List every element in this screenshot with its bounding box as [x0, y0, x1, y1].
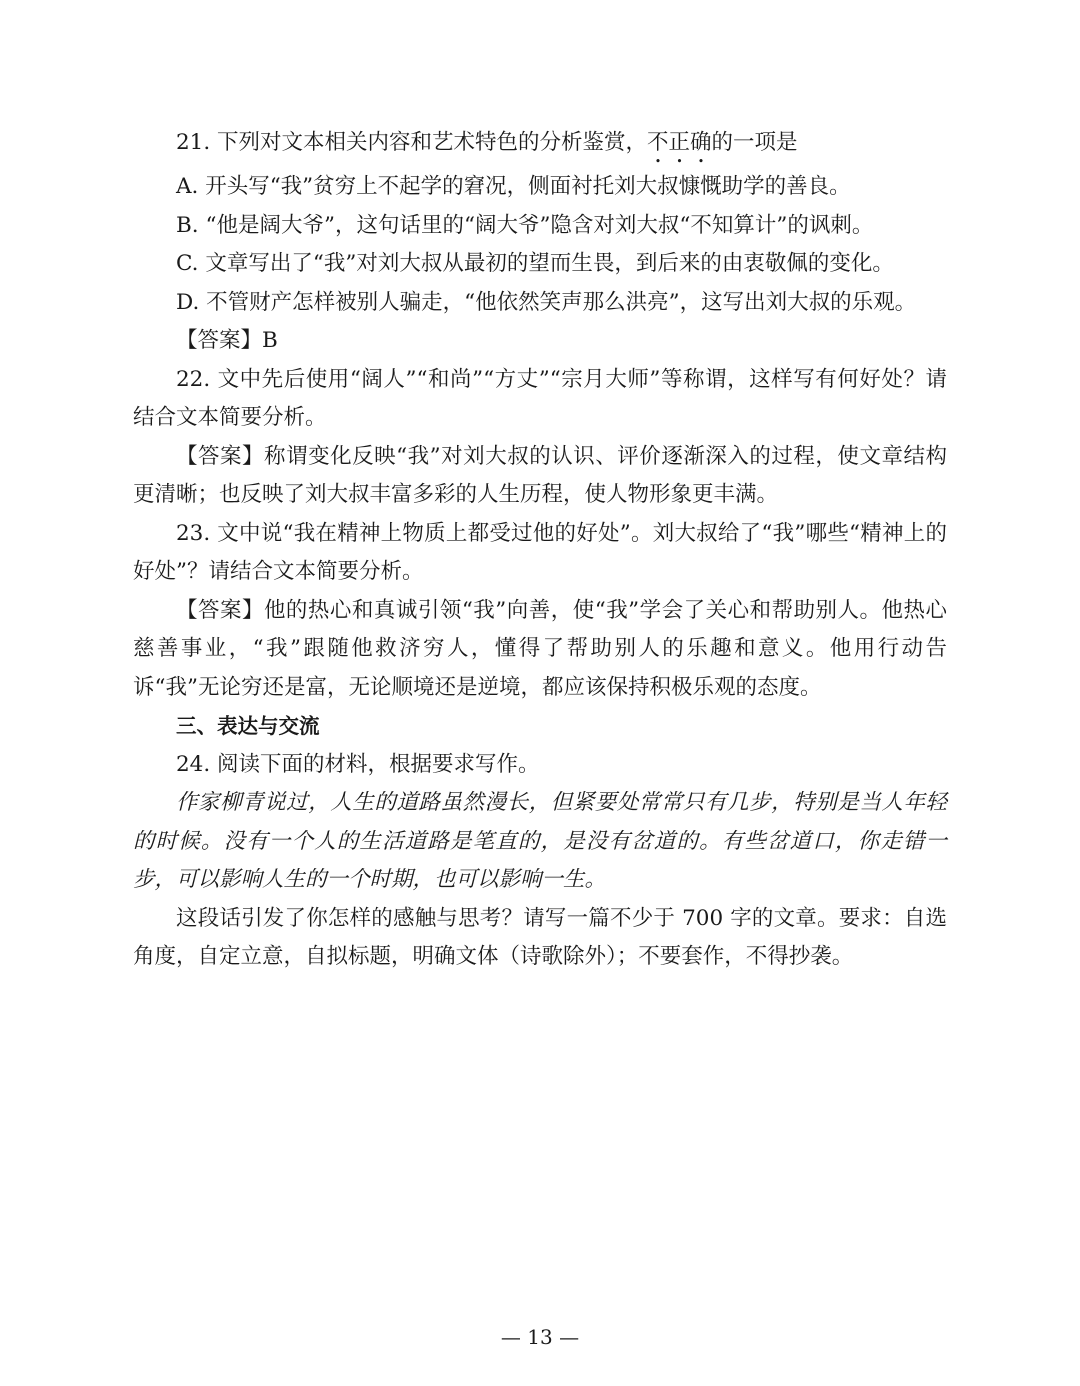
- question-22: 22. 文中先后使用“阔人”“和尚”“方丈”“宗月大师”等称谓，这样写有何好处？请结合文本简要分析。: [133, 366, 947, 430]
- question-22-answer: 【答案】称谓变化反映“我”对刘大叔的认识、评价逐渐深入的过程，使文章结构更清晰；也反映了刘大叔丰富多彩的人生历程，使人物形象更丰满。: [133, 443, 947, 507]
- question-23: 23. 文中说“我在精神上物质上都受过他的好处”。刘大叔给了“我”哪些“精神上的好处”？请结合文本简要分析。: [133, 520, 947, 584]
- question-21-emphasis: 不正确: [647, 130, 712, 155]
- question-21-suffix: 的一项是: [711, 130, 798, 155]
- question-21-answer: 【答案】B: [176, 328, 278, 353]
- question-21: [133, 124, 947, 168]
- question-21-prefix: 21. 下列对文本相关内容和艺术特色的分析鉴赏，: [176, 130, 648, 155]
- exam-page-content: [133, 124, 947, 977]
- question-23-answer: 【答案】他的热心和真诚引领“我”向善，使“我”学会了关心和帮助别人。他热心慈善事业，“我”跟随他救济穷人，懂得了帮助别人的乐趣和意义。他用行动告诉“我”无论穷还是富，无论顺境还是逆境，都应该保持积极乐观的态度。: [133, 597, 947, 700]
- question-21-option-c: C. 文章写出了“我”对刘大叔从最初的望而生畏，到后来的由衷敬佩的变化。: [176, 251, 894, 276]
- page-number: — 13 —: [500, 1325, 580, 1349]
- section-heading: 三、表达与交流: [176, 714, 320, 738]
- question-24: 24. 阅读下面的材料，根据要求写作。: [176, 751, 540, 777]
- question-21-option-a: A. 开头写“我”贫穷上不起学的窘况，侧面衬托刘大叔慷慨助学的善良。: [176, 174, 851, 199]
- question-21-option-d: D. 不管财产怎样被别人骗走，“他依然笑声那么洪亮”，这写出刘大叔的乐观。: [176, 289, 917, 315]
- writing-material: 作家柳青说过，人生的道路虽然漫长，但紧要处常常只有几步，特别是当人年轻的时候。没有一个人的生活道路是笔直的，是没有岔道的。有些岔道口，你走错一步，可以影响人生的一个时期，也可以影响一生。: [133, 790, 947, 892]
- writing-task: 这段话引发了你怎样的感触与思考？请写一篇不少于 700 字的文章。要求：自选角度，自定立意，自拟标题，明确文体（诗歌除外）；不要套作，不得抄袭。: [133, 905, 947, 969]
- question-21-option-b: B. “他是阔大爷”，这句话里的“阔大爷”隐含对刘大叔“不知算计”的讽刺。: [176, 212, 874, 238]
